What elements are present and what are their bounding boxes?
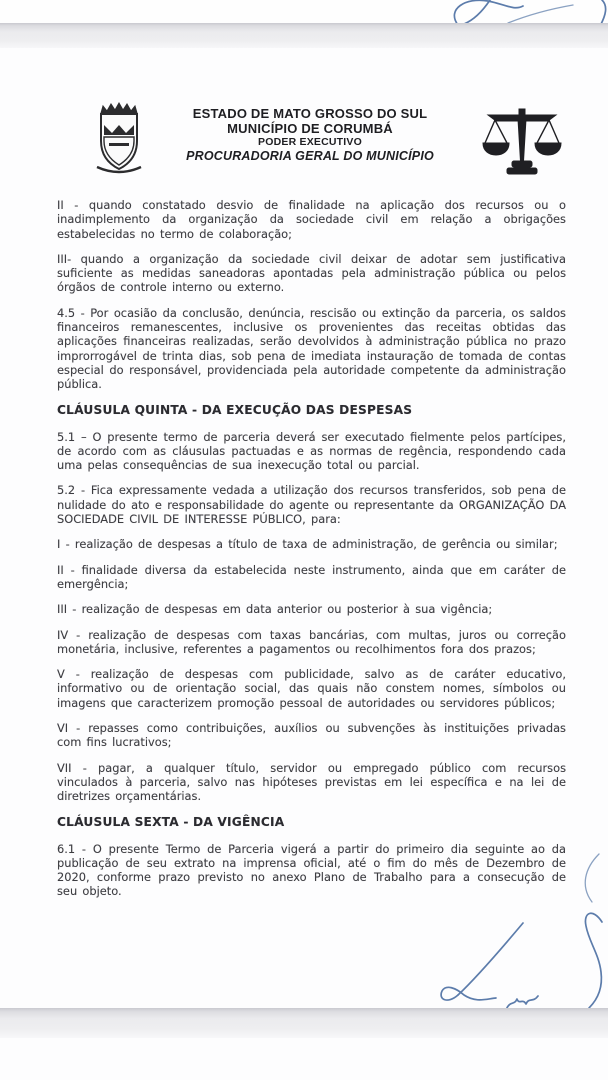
letterhead-state: ESTADO DE MATO GROSSO DO SUL <box>192 106 428 121</box>
clause-heading-sexta: CLÁUSULA SEXTA - DA VIGÊNCIA <box>57 814 285 829</box>
paragraph-5-1: 5.1 – O presente termo de parceria deverá ser executado fielmente pelos partícipes, de acordo com as cláusulas pactuadas e as normas de regência, respondendo cada uma pelas consequências de sua inexecução total ou parcial. <box>57 429 566 473</box>
paragraph-6-1: 6.1 - O presente Termo de Parceria vigerá a partir do primeiro dia seguinte ao da publicação de seu extrato na imprensa oficial, até o fim do mês de Dezembro de 2020, conforme prazo previsto no anexo Plano de Trabalho para a consecução de seu objeto. <box>57 841 566 899</box>
previous-page-edge <box>0 0 608 23</box>
list-item-vi: VI - repasses como contribuições, auxílios ou subvenções às instituições privadas com fins lucrativos; <box>57 721 566 750</box>
page-gap-top <box>0 23 608 48</box>
next-page-edge <box>0 1038 608 1080</box>
paragraph-5-2: 5.2 - Fica expressamente vedada a utilização dos recursos transferidos, sob pena de nulidade do ato e responsabilidade do agente ou representante da ORGANIZAÇÃO DA SOCIEDADE CIVIL DE INTERESSE PÚBLICO, para: <box>57 483 566 527</box>
paragraph-4-5: 4.5 - Por ocasião da conclusão, denúncia, rescisão ou extinção da parceria, os saldos financeiros remanescentes, inclusive os provenientes das receitas obtidas das aplicações financeiras realizadas, serão devolvidos à administração pública no prazo improrrogável de trinta dias, sob pena de imediata instauração de tomada de contas especial do responsável, providenciada pela autoridade competente da administração pública. <box>57 305 566 392</box>
list-item-v: V - realização de despesas com publicidade, salvo as de caráter educativo, informativo ou de orientação social, das quais não constem nomes, símbolos ou imagens que caracterizem promoção pessoal de autoridades ou servidores públicos; <box>57 667 566 710</box>
letterhead <box>148 106 472 164</box>
paragraph-item-ii-colab: II - quando constatado desvio de finalidade na aplicação dos recursos ou o inadimplemento da organização da sociedade civil em relação a obrigações estabelecidas no termo de colaboração; <box>57 198 566 241</box>
letterhead-branch: PODER EXECUTIVO <box>258 136 362 148</box>
letterhead-office: PROCURADORIA GERAL DO MUNICÍPIO <box>186 149 434 163</box>
list-item-vii: VII - pagar, a qualquer título, servidor ou empregado público com recursos vinculados à parceria, salvo nas hipóteses previstas em lei específica e na lei de diretrizes orçamentárias. <box>57 760 566 804</box>
scales-of-justice-icon <box>482 103 562 183</box>
list-item-ii: II - finalidade diversa da estabelecida neste instrumento, ainda que em caráter de emergência; <box>57 562 566 591</box>
list-item-iv: IV - realização de despesas com taxas bancárias, com multas, juros ou correção monetária, inclusive, referentes a pagamentos ou recolhimentos fora dos prazos; <box>57 627 566 656</box>
clause-heading-quinta: CLÁUSULA QUINTA - DA EXECUÇÃO DAS DESPESAS <box>57 402 413 417</box>
municipal-coat-of-arms-icon <box>92 101 146 177</box>
paragraph-item-iii-colab: III- quando a organização da sociedade civil deixar de adotar sem justificativa suficiente as medidas saneadoras apontadas pela administração pública ou pelos órgãos de controle interno ou externo. <box>57 251 566 295</box>
list-item-i: I - realização de despesas a título de taxa de administração, de gerência ou similar; <box>57 537 558 552</box>
page-gap-bottom <box>0 1008 608 1038</box>
document-body <box>57 198 566 910</box>
letterhead-municipality: MUNICÍPIO DE CORUMBÁ <box>227 121 393 136</box>
list-item-iii: III - realização de despesas em data anterior ou posterior à sua vigência; <box>57 602 493 617</box>
